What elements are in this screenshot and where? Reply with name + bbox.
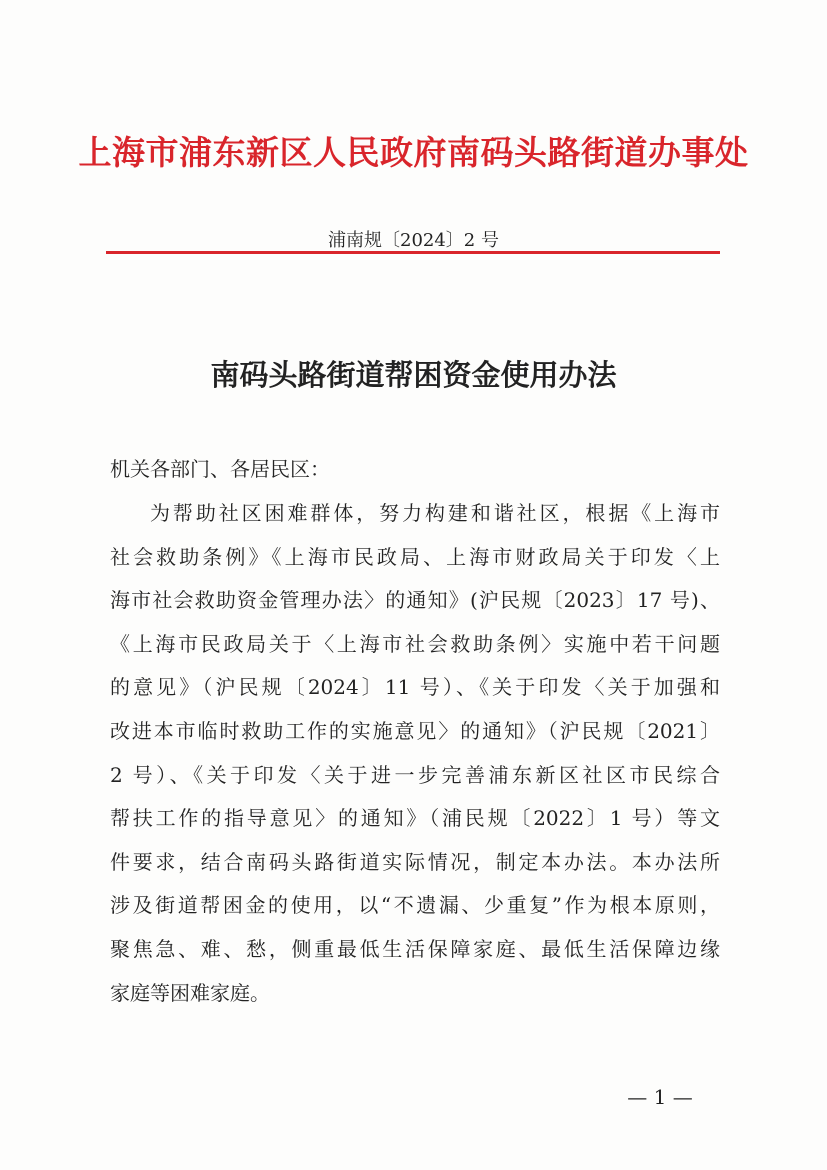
paragraph-line-2: 社会救助条例》《上海市民政局、上海市财政局关于印发〈上 <box>110 544 720 569</box>
paragraph-line-1: 为帮助社区困难群体，努力构建和谐社区，根据《上海市 <box>150 501 720 525</box>
paragraph-line-5: 的意见》（沪民规〔2024〕11 号）、《关于印发〈关于加强和 <box>110 675 720 700</box>
paragraph-line-12: 家庭等困难家庭。 <box>110 980 270 1005</box>
issuing-agency-header: 上海市浦东新区人民政府南码头路街道办事处 <box>78 133 749 172</box>
document-number: 浦南规〔2024〕2 号 <box>328 230 499 251</box>
red-separator-line <box>106 251 720 254</box>
paragraph-line-11: 聚焦急、难、愁，侧重最低生活保障家庭、最低生活保障边缘 <box>110 936 720 961</box>
body-paragraph <box>110 492 720 1015</box>
page-number: — 1 — <box>627 1085 693 1109</box>
paragraph-line-8: 帮扶工作的指导意见〉的通知》（浦民规〔2022〕1 号）等文 <box>110 806 720 831</box>
paragraph-line-3: 海市社会救助资金管理办法〉的通知》(沪民规〔2023〕17 号)、 <box>110 588 720 613</box>
document-title: 南码头路街道帮困资金使用办法 <box>210 358 617 392</box>
paragraph-line-10: 涉及街道帮困金的使用，以“不遗漏、少重复”作为根本原则， <box>110 893 720 918</box>
paragraph-line-6: 改进本市临时救助工作的实施意见〉的通知》（沪民规〔2021〕 <box>110 718 720 743</box>
paragraph-line-4: 《上海市民政局关于〈上海市社会救助条例〉实施中若干问题 <box>110 631 720 656</box>
paragraph-line-7: 2 号）、《关于印发〈关于进一步完善浦东新区社区市民综合 <box>110 762 720 787</box>
recipient-line: 机关各部门、各居民区： <box>110 457 330 481</box>
paragraph-line-9: 件要求，结合南码头路街道实际情况，制定本办法。本办法所 <box>110 849 720 874</box>
